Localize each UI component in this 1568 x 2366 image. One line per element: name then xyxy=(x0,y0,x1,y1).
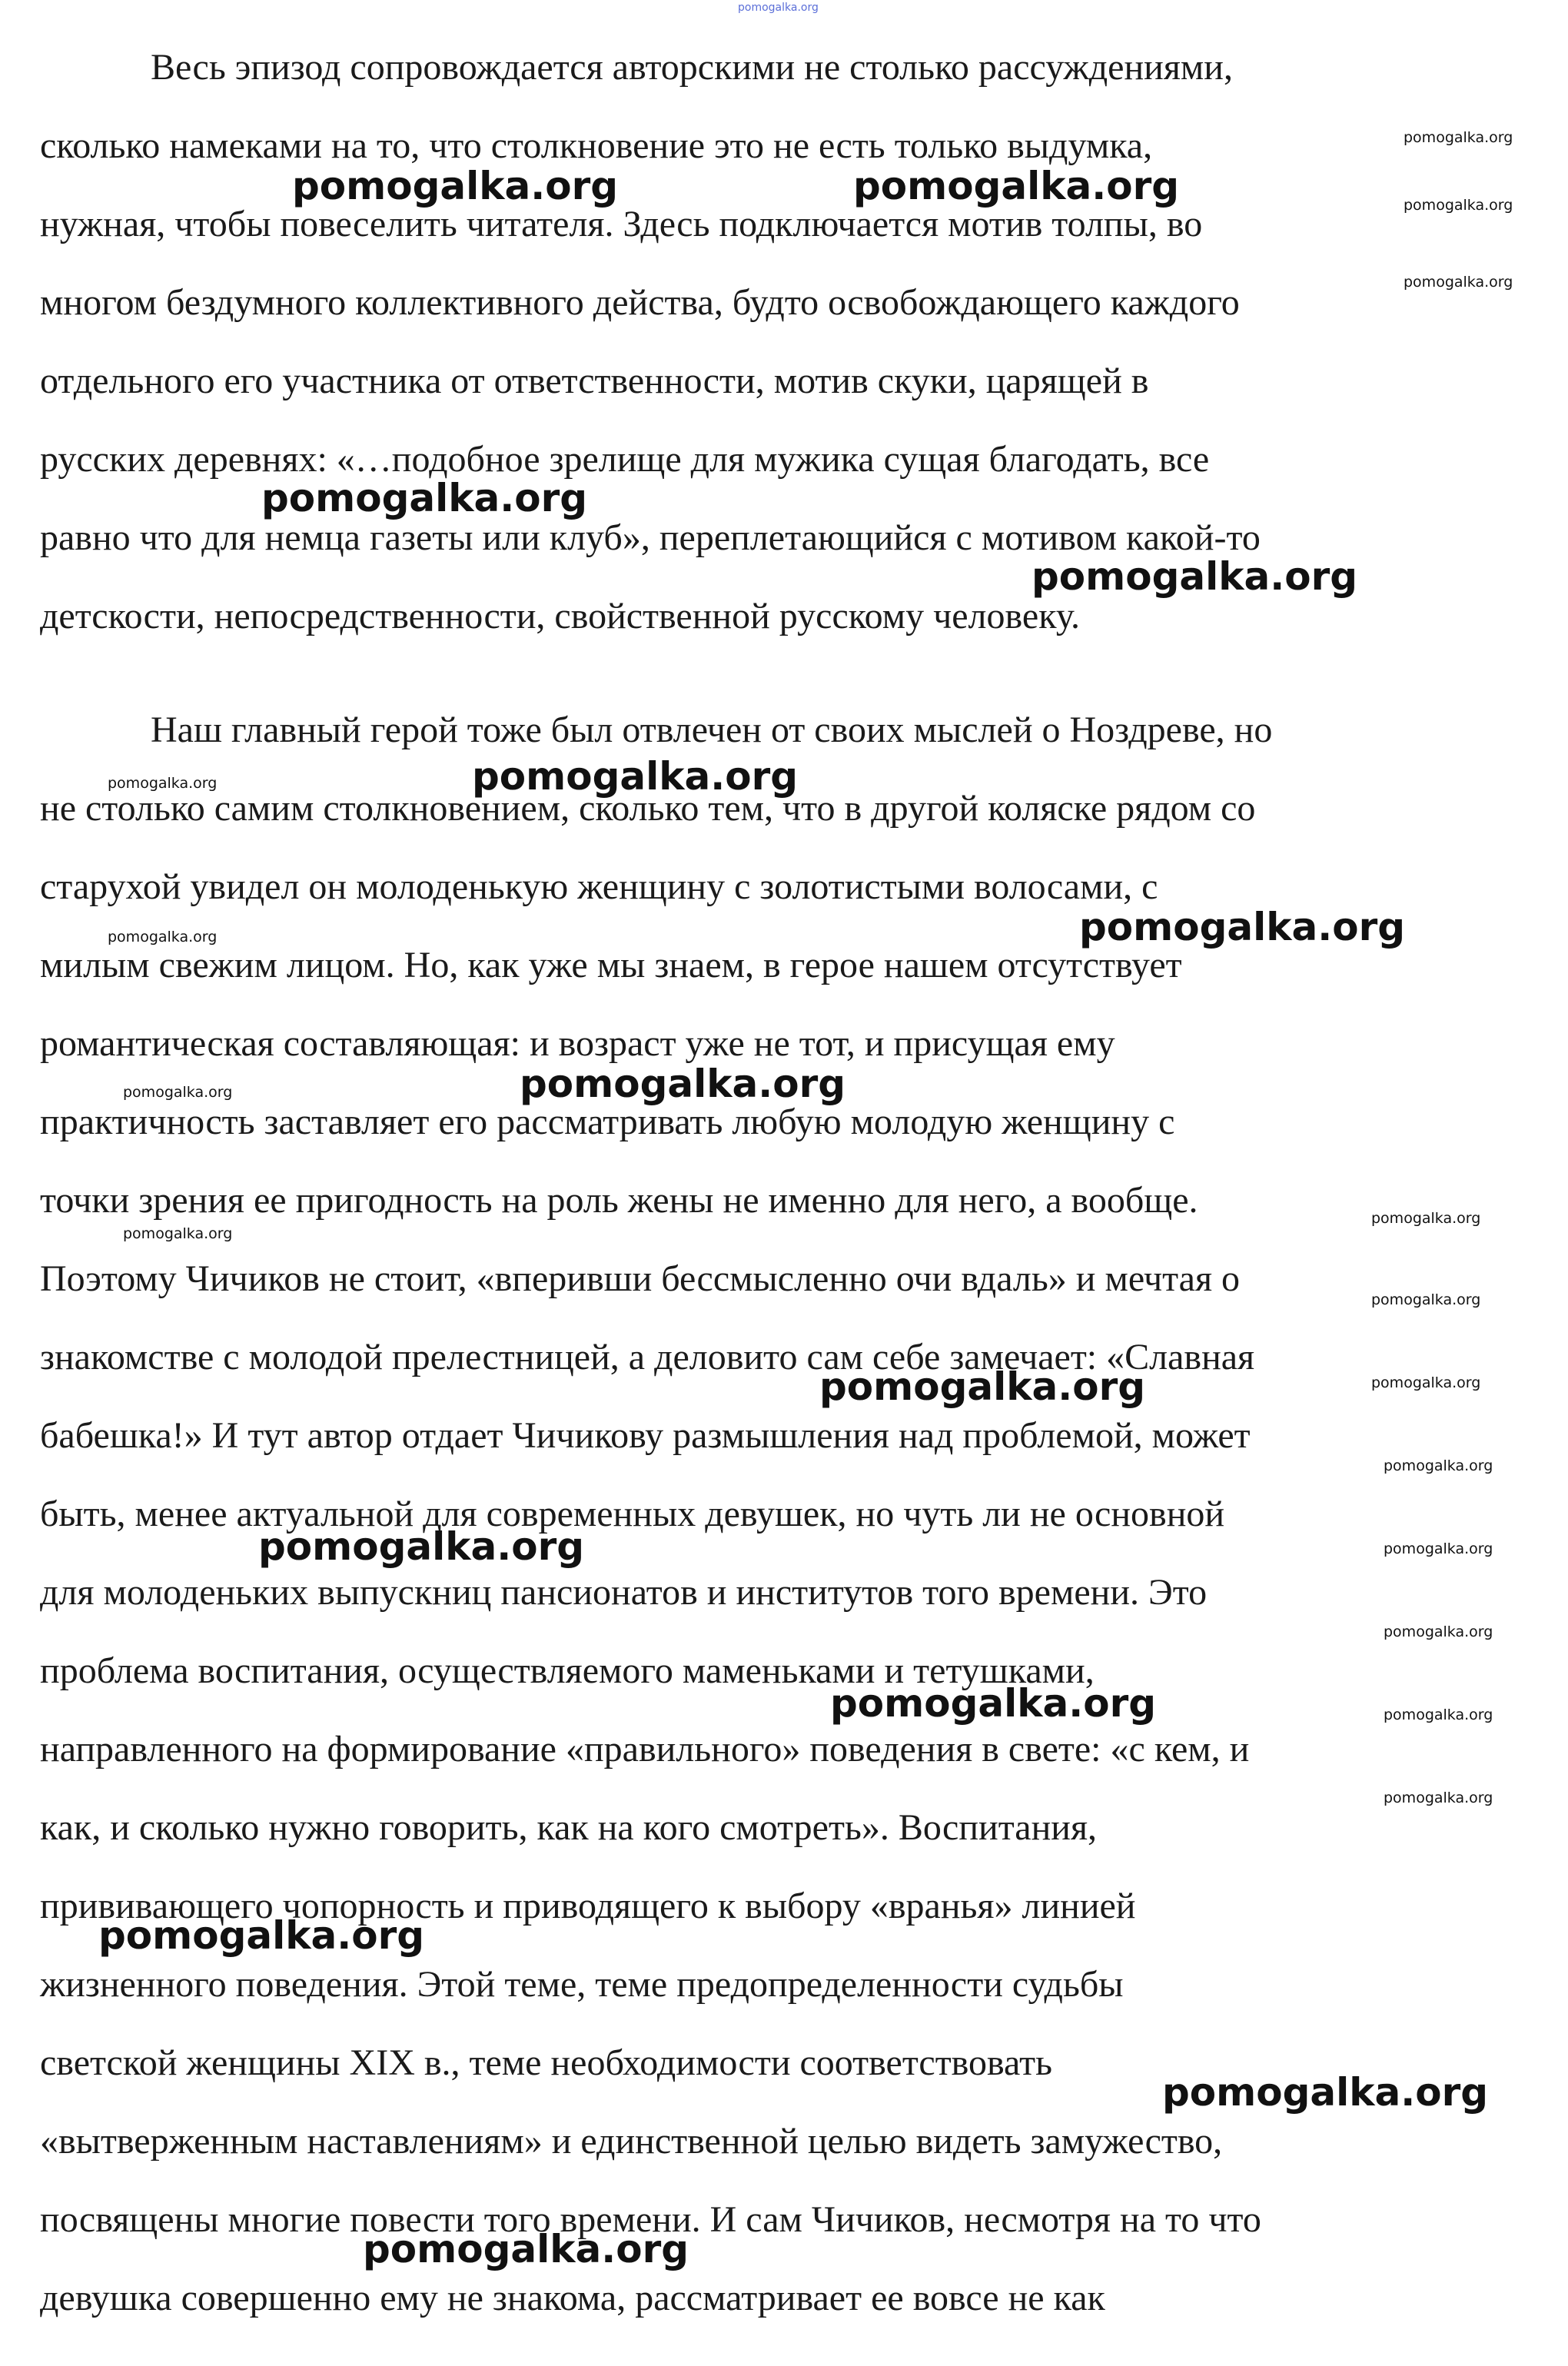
text-line: романтическая составляющая: и возраст уже не тот, и присущая ему xyxy=(40,1023,1115,1064)
watermark-small: pomogalka.org xyxy=(1404,274,1513,291)
text-line: жизненного поведения. Этой теме, теме предопределенности судьбы xyxy=(40,1964,1124,2005)
watermark-small: pomogalka.org xyxy=(1384,1457,1493,1474)
text-line: не столько самим столкновением, сколько тем, что в другой коляске рядом со xyxy=(40,788,1256,829)
watermark-small: pomogalka.org xyxy=(1371,1291,1481,1308)
watermark: pomogalka.org xyxy=(1031,554,1358,599)
watermark-small: pomogalka.org xyxy=(123,1084,233,1101)
text-line: посвящены многие повести того времени. И сам Чичиков, несмотря на то что xyxy=(40,2199,1261,2240)
text-line: Весь эпизод сопровождается авторскими не столько рассуждениями, xyxy=(151,47,1233,88)
watermark-top: pomogalka.org xyxy=(738,2,819,14)
text-line: девушка совершенно ему не знакома, рассматривает ее вовсе не как xyxy=(40,2278,1105,2318)
text-line: прививающего чопорность и приводящего к выбору «вранья» линией xyxy=(40,1886,1136,1926)
watermark: pomogalka.org xyxy=(363,2227,689,2271)
watermark: pomogalka.org xyxy=(819,1364,1146,1409)
watermark-small: pomogalka.org xyxy=(1404,197,1513,214)
text-line: старухой увидел он молоденькую женщину с золотистыми волосами, с xyxy=(40,866,1158,907)
text-line: милым свежим лицом. Но, как уже мы знаем, в герое нашем отсутствует xyxy=(40,945,1182,985)
watermark: pomogalka.org xyxy=(1162,2070,1489,2115)
watermark: pomogalka.org xyxy=(261,476,588,520)
text-line: светской женщины XIX в., теме необходимости соответствовать xyxy=(40,2042,1052,2083)
text-line: бабешка!» И тут автор отдает Чичикову размышления над проблемой, может xyxy=(40,1415,1251,1456)
text-line: точки зрения ее пригодность на роль жены не именно для него, а вообще. xyxy=(40,1180,1198,1221)
watermark-small: pomogalka.org xyxy=(1384,1623,1493,1640)
text-line: детскости, непосредственности, свойственной русскому человеку. xyxy=(40,596,1081,636)
text-line: как, и сколько нужно говорить, как на кого смотреть». Воспитания, xyxy=(40,1807,1098,1848)
text-line: направленного на формирование «правильного» поведения в свете: «с кем, и xyxy=(40,1729,1250,1770)
text-line: сколько намеками на то, что столкновение это не есть только выдумка, xyxy=(40,125,1153,166)
text-line: Поэтому Чичиков не стоит, «вперивши бессмысленно очи вдаль» и мечтая о xyxy=(40,1258,1241,1299)
text-line: русских деревнях: «…подобное зрелище для мужика сущая благодать, все xyxy=(40,439,1210,480)
watermark-small: pomogalka.org xyxy=(1404,129,1513,146)
watermark-small: pomogalka.org xyxy=(1384,1540,1493,1557)
watermark-small: pomogalka.org xyxy=(1371,1374,1481,1391)
text-line: быть, менее актуальной для современных девушек, но чуть ли не основной xyxy=(40,1494,1225,1534)
text-line: многом бездумного коллективного действа, будто освобождающего каждого xyxy=(40,282,1240,323)
watermark-small: pomogalka.org xyxy=(108,929,218,945)
watermark-small: pomogalka.org xyxy=(123,1225,233,1242)
watermark-small: pomogalka.org xyxy=(1371,1210,1481,1227)
text-line: нужная, чтобы повеселить читателя. Здесь подключается мотив толпы, во xyxy=(40,204,1203,244)
text-line: «вытверженным наставлениям» и единственной целью видеть замужество, xyxy=(40,2121,1223,2162)
watermark-small: pomogalka.org xyxy=(1384,1706,1493,1723)
text-line: для молоденьких выпускниц пансионатов и институтов того времени. Это xyxy=(40,1572,1208,1613)
watermark-small: pomogalka.org xyxy=(108,775,218,792)
text-line: Наш главный герой тоже был отвлечен от своих мыслей о Ноздреве, но xyxy=(151,709,1273,750)
watermark-small: pomogalka.org xyxy=(1384,1789,1493,1806)
text-line: отдельного его участника от ответственности, мотив скуки, царящей в xyxy=(40,361,1149,401)
text-line: проблема воспитания, осуществляемого маменьками и тетушками, xyxy=(40,1650,1095,1691)
text-line: практичность заставляет его рассматривать любую молодую женщину с xyxy=(40,1102,1175,1142)
text-line: равно что для немца газеты или клуб», переплетающийся с мотивом какой-то xyxy=(40,517,1261,558)
watermark: pomogalka.org xyxy=(830,1681,1157,1726)
watermark: pomogalka.org xyxy=(292,164,619,208)
watermark: pomogalka.org xyxy=(258,1524,585,1569)
watermark: pomogalka.org xyxy=(472,754,799,799)
watermark: pomogalka.org xyxy=(1079,905,1406,949)
watermark: pomogalka.org xyxy=(520,1062,846,1106)
text-line: знакомстве с молодой прелестницей, а деловито сам себе замечает: «Славная xyxy=(40,1337,1255,1377)
watermark: pomogalka.org xyxy=(853,164,1180,208)
watermark: pomogalka.org xyxy=(98,1913,425,1958)
